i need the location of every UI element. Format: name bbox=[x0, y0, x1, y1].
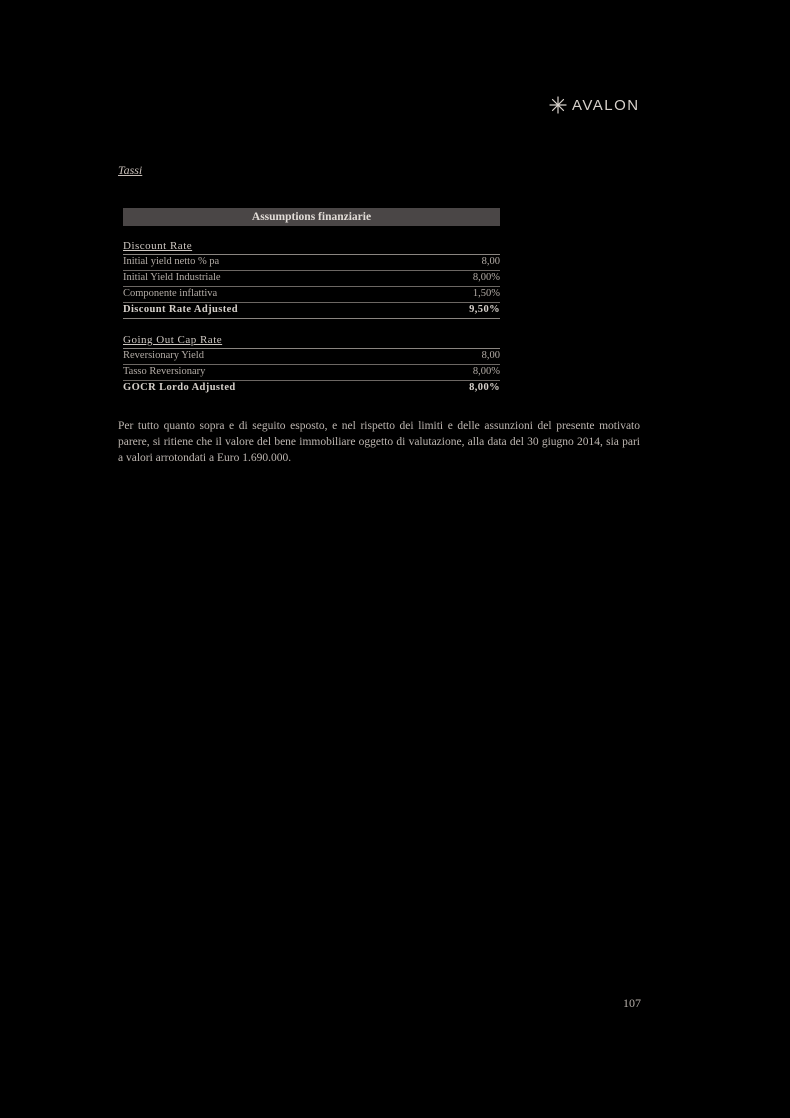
table-row bbox=[123, 365, 500, 381]
star-burst-icon bbox=[548, 95, 568, 115]
table-title: Assumptions finanziarie bbox=[123, 208, 500, 226]
table-total-row bbox=[123, 303, 500, 319]
total-value: 8,00% bbox=[469, 382, 500, 393]
table-row bbox=[123, 255, 500, 271]
total-value: 9,50% bbox=[469, 304, 500, 315]
table-total-row bbox=[123, 381, 500, 396]
row-value: 8,00% bbox=[472, 366, 500, 377]
row-value: 8,00 bbox=[481, 350, 500, 361]
row-label: Initial Yield Industriale bbox=[123, 272, 221, 283]
row-label: Reversionary Yield bbox=[123, 350, 204, 361]
section-title: Tassi bbox=[118, 163, 143, 177]
row-value: 8,00% bbox=[472, 272, 500, 283]
table-row bbox=[123, 349, 500, 365]
table-row bbox=[123, 287, 500, 303]
row-value: 1,50% bbox=[472, 288, 500, 299]
company-logo bbox=[548, 95, 640, 115]
valuation-paragraph: Per tutto quanto sopra e di seguito esposto, e nel rispetto dei limiti e delle assunzioni del presente motivato parere, si ritiene che il valore del bene immobiliare oggetto di valutazione, alla data del 30 giugno 2014, sia pari a valori arrotondati a Euro 1.690.000. bbox=[118, 419, 640, 464]
group-label-discount-rate: Discount Rate bbox=[123, 239, 500, 255]
group-label-going-out-cap-rate: Going Out Cap Rate bbox=[123, 333, 500, 349]
table-row bbox=[123, 271, 500, 287]
total-label: GOCR Lordo Adjusted bbox=[123, 382, 236, 393]
logo-text: AVALON bbox=[572, 96, 640, 114]
page-number: 107 bbox=[623, 996, 641, 1010]
total-label: Discount Rate Adjusted bbox=[123, 304, 238, 315]
row-label: Initial yield netto % pa bbox=[123, 256, 220, 267]
row-label: Tasso Reversionary bbox=[123, 366, 206, 377]
row-value: 8,00 bbox=[481, 256, 500, 267]
financial-assumptions-table bbox=[123, 208, 500, 396]
row-label: Componente inflattiva bbox=[123, 288, 218, 299]
